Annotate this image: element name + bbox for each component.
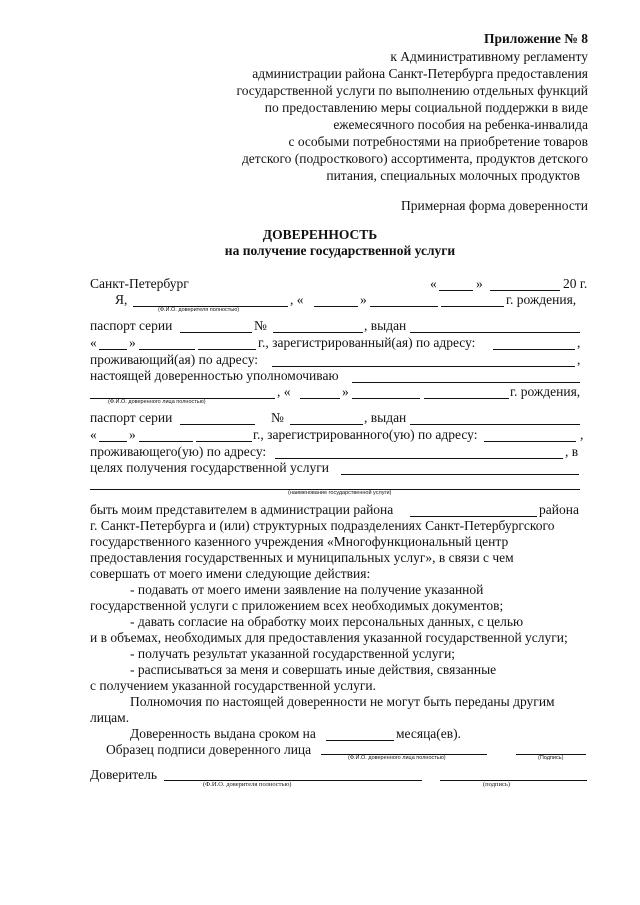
proxy-registered-comma: , (580, 427, 584, 442)
proxy-passport-issued-field[interactable] (410, 424, 580, 425)
proxy-residing-address-field[interactable] (275, 458, 563, 459)
date-year-suffix: 20 г. (563, 276, 588, 291)
service-name-caption: (наименование государственной услуги) (288, 490, 392, 496)
proxy-birth-quote-open: , « (277, 384, 291, 399)
p1-line-1-end: района (539, 502, 579, 517)
issue-quote-close: » (129, 335, 136, 350)
proxy-passport-number-sign: № (271, 410, 284, 425)
proxy-passport-number-field[interactable] (290, 424, 363, 425)
passport-number-sign: № (254, 318, 267, 333)
passport-series-label: паспорт серии (90, 318, 173, 333)
header-line-6: с особыми потребностями на приобретение товаров (288, 134, 588, 149)
purpose-label: целях получения государственной услуги (90, 460, 329, 475)
principal-birth-year-field[interactable] (441, 306, 504, 307)
term-label: Доверенность выдана сроком на (130, 726, 316, 741)
header-line-4: по предоставлению меры социальной поддержки в виде (264, 100, 588, 115)
bullet-1-line-2: государственной услуги с приложением всех необходимых документов; (90, 598, 504, 613)
header-line-1: к Административному регламенту (390, 49, 588, 64)
header-line-8: питания, специальных молочных продуктов (326, 168, 580, 183)
bullet-2-line-1: - давать согласие на обработку моих персональных данных, с целью (130, 614, 524, 629)
principal-birth-day-field[interactable] (314, 306, 358, 307)
header-line-2: администрации района Санкт-Петербурга предоставления (252, 66, 588, 81)
proxy-registered-address-field[interactable] (484, 441, 576, 442)
issue-quote-open: « (90, 335, 97, 350)
principal-birth-quote-open: , « (290, 292, 304, 307)
document-title: ДОВЕРЕННОСТЬ (262, 227, 378, 242)
sample-signature-caption: (Подпись) (538, 755, 564, 761)
bullet-1-line-1: - подавать от моего имени заявление на получение указанной (130, 582, 484, 597)
principal-signature-fio-caption: (Ф.И.О. доверителя полностью) (203, 781, 292, 788)
i-label: Я, (115, 292, 128, 307)
authorize-field[interactable] (352, 382, 580, 383)
proxy-issue-quote-open: « (90, 427, 97, 442)
header-line-3: государственной услуги по выполнению отдельных функций (236, 83, 588, 98)
registered-comma: , (577, 335, 581, 350)
p1-line-3: государственного казенного учреждения «Многофункциональный центр (90, 534, 509, 549)
date-quote-close: » (476, 276, 483, 291)
principal-birth-label: г. рождения, (506, 292, 577, 307)
purpose-field[interactable] (341, 474, 579, 475)
passport-issued-field[interactable] (410, 332, 580, 333)
proxy-fio-caption: (Ф.И.О. доверенного лица полностью) (108, 399, 206, 405)
p1-line-4: предоставления государственных и муниципальных услуг», в связи с чем (90, 550, 514, 565)
date-day-field[interactable] (439, 290, 473, 291)
proxy-birth-label: г. рождения, (510, 384, 581, 399)
principal-fio-caption: (Ф.И.О. доверителя полностью) (158, 307, 240, 313)
authorize-label: настоящей доверенностью уполномочиваю (90, 368, 339, 383)
p2-line-2: лицам. (90, 710, 130, 725)
principal-birth-quote-close: » (360, 292, 367, 307)
proxy-issue-month-field[interactable] (139, 441, 193, 442)
issue-month-field[interactable] (139, 349, 195, 350)
term-suffix: месяца(ев). (396, 726, 462, 741)
proxy-passport-series-field[interactable] (180, 424, 255, 425)
term-months-field[interactable] (326, 740, 394, 741)
proxy-residing-label: проживающего(ую) по адресу: (90, 444, 267, 459)
city-label: Санкт-Петербург (90, 276, 189, 291)
passport-series-field[interactable] (180, 332, 252, 333)
p1-line-5: совершать от моего имени следующие действия: (90, 566, 371, 581)
p1-line-1-start: быть моим представителем в администрации района (90, 502, 394, 517)
proxy-residing-comma-v: , в (565, 444, 579, 459)
principal-label: Доверитель (90, 767, 158, 782)
principal-signature-field[interactable] (440, 780, 587, 781)
proxy-birth-year-field[interactable] (424, 398, 509, 399)
proxy-birth-quote-close: » (342, 384, 349, 399)
proxy-registered-label: г., зарегистрированного(ую) по адресу: (253, 427, 478, 442)
proxy-issue-year-field[interactable] (196, 441, 252, 442)
bullet-3: - получать результат указанной государственной услуги; (130, 646, 456, 661)
proxy-issue-quote-close: » (129, 427, 136, 442)
proxy-issue-day-field[interactable] (99, 441, 127, 442)
date-quote-open: « (430, 276, 437, 291)
document-subtitle: на получение государственной услуги (224, 243, 456, 258)
bullet-2-line-2: и в объемах, необходимых для предоставления указанной государственной услуги; (90, 630, 568, 645)
p2-line-1: Полномочия по настоящей доверенности не могут быть переданы другим (130, 694, 555, 709)
sample-signature-label: Образец подписи доверенного лица (106, 742, 312, 757)
header-line-5: ежемесячного пособия на ребенка-инвалида (333, 117, 588, 132)
passport-issued-label: , выдан (364, 318, 407, 333)
district-field[interactable] (410, 516, 537, 517)
residing-comma: , (577, 352, 581, 367)
form-note: Примерная форма доверенности (401, 198, 588, 213)
header-line-7: детского (подросткового) ассортимента, продуктов детского (241, 151, 588, 166)
proxy-passport-issued-label: , выдан (364, 410, 407, 425)
registered-address-field[interactable] (493, 349, 575, 350)
bullet-4-line-2: с получением указанной государственной услуги. (90, 678, 376, 693)
principal-signature-caption: (подпись) (483, 781, 510, 788)
proxy-passport-series-label: паспорт серии (90, 410, 173, 425)
proxy-birth-day-field[interactable] (300, 398, 340, 399)
residing-label: проживающий(ая) по адресу: (90, 352, 259, 367)
proxy-birth-month-field[interactable] (352, 398, 420, 399)
date-month-field[interactable] (490, 290, 560, 291)
issue-year-field[interactable] (198, 349, 256, 350)
p1-line-2: г. Санкт-Петербурга и (или) структурных подразделениях Санкт-Петербургского (90, 518, 555, 533)
appendix-title: Приложение № 8 (484, 31, 588, 46)
issue-day-field[interactable] (99, 349, 127, 350)
passport-number-field[interactable] (273, 332, 363, 333)
registered-label: г., зарегистрированный(ая) по адресу: (258, 335, 476, 350)
principal-birth-month-field[interactable] (370, 306, 438, 307)
residing-address-field[interactable] (272, 366, 575, 367)
sample-fio-caption: (Ф.И.О. доверенного лица полностью) (348, 755, 446, 761)
bullet-4-line-1: - расписываться за меня и совершать иные действия, связанные (130, 662, 497, 677)
